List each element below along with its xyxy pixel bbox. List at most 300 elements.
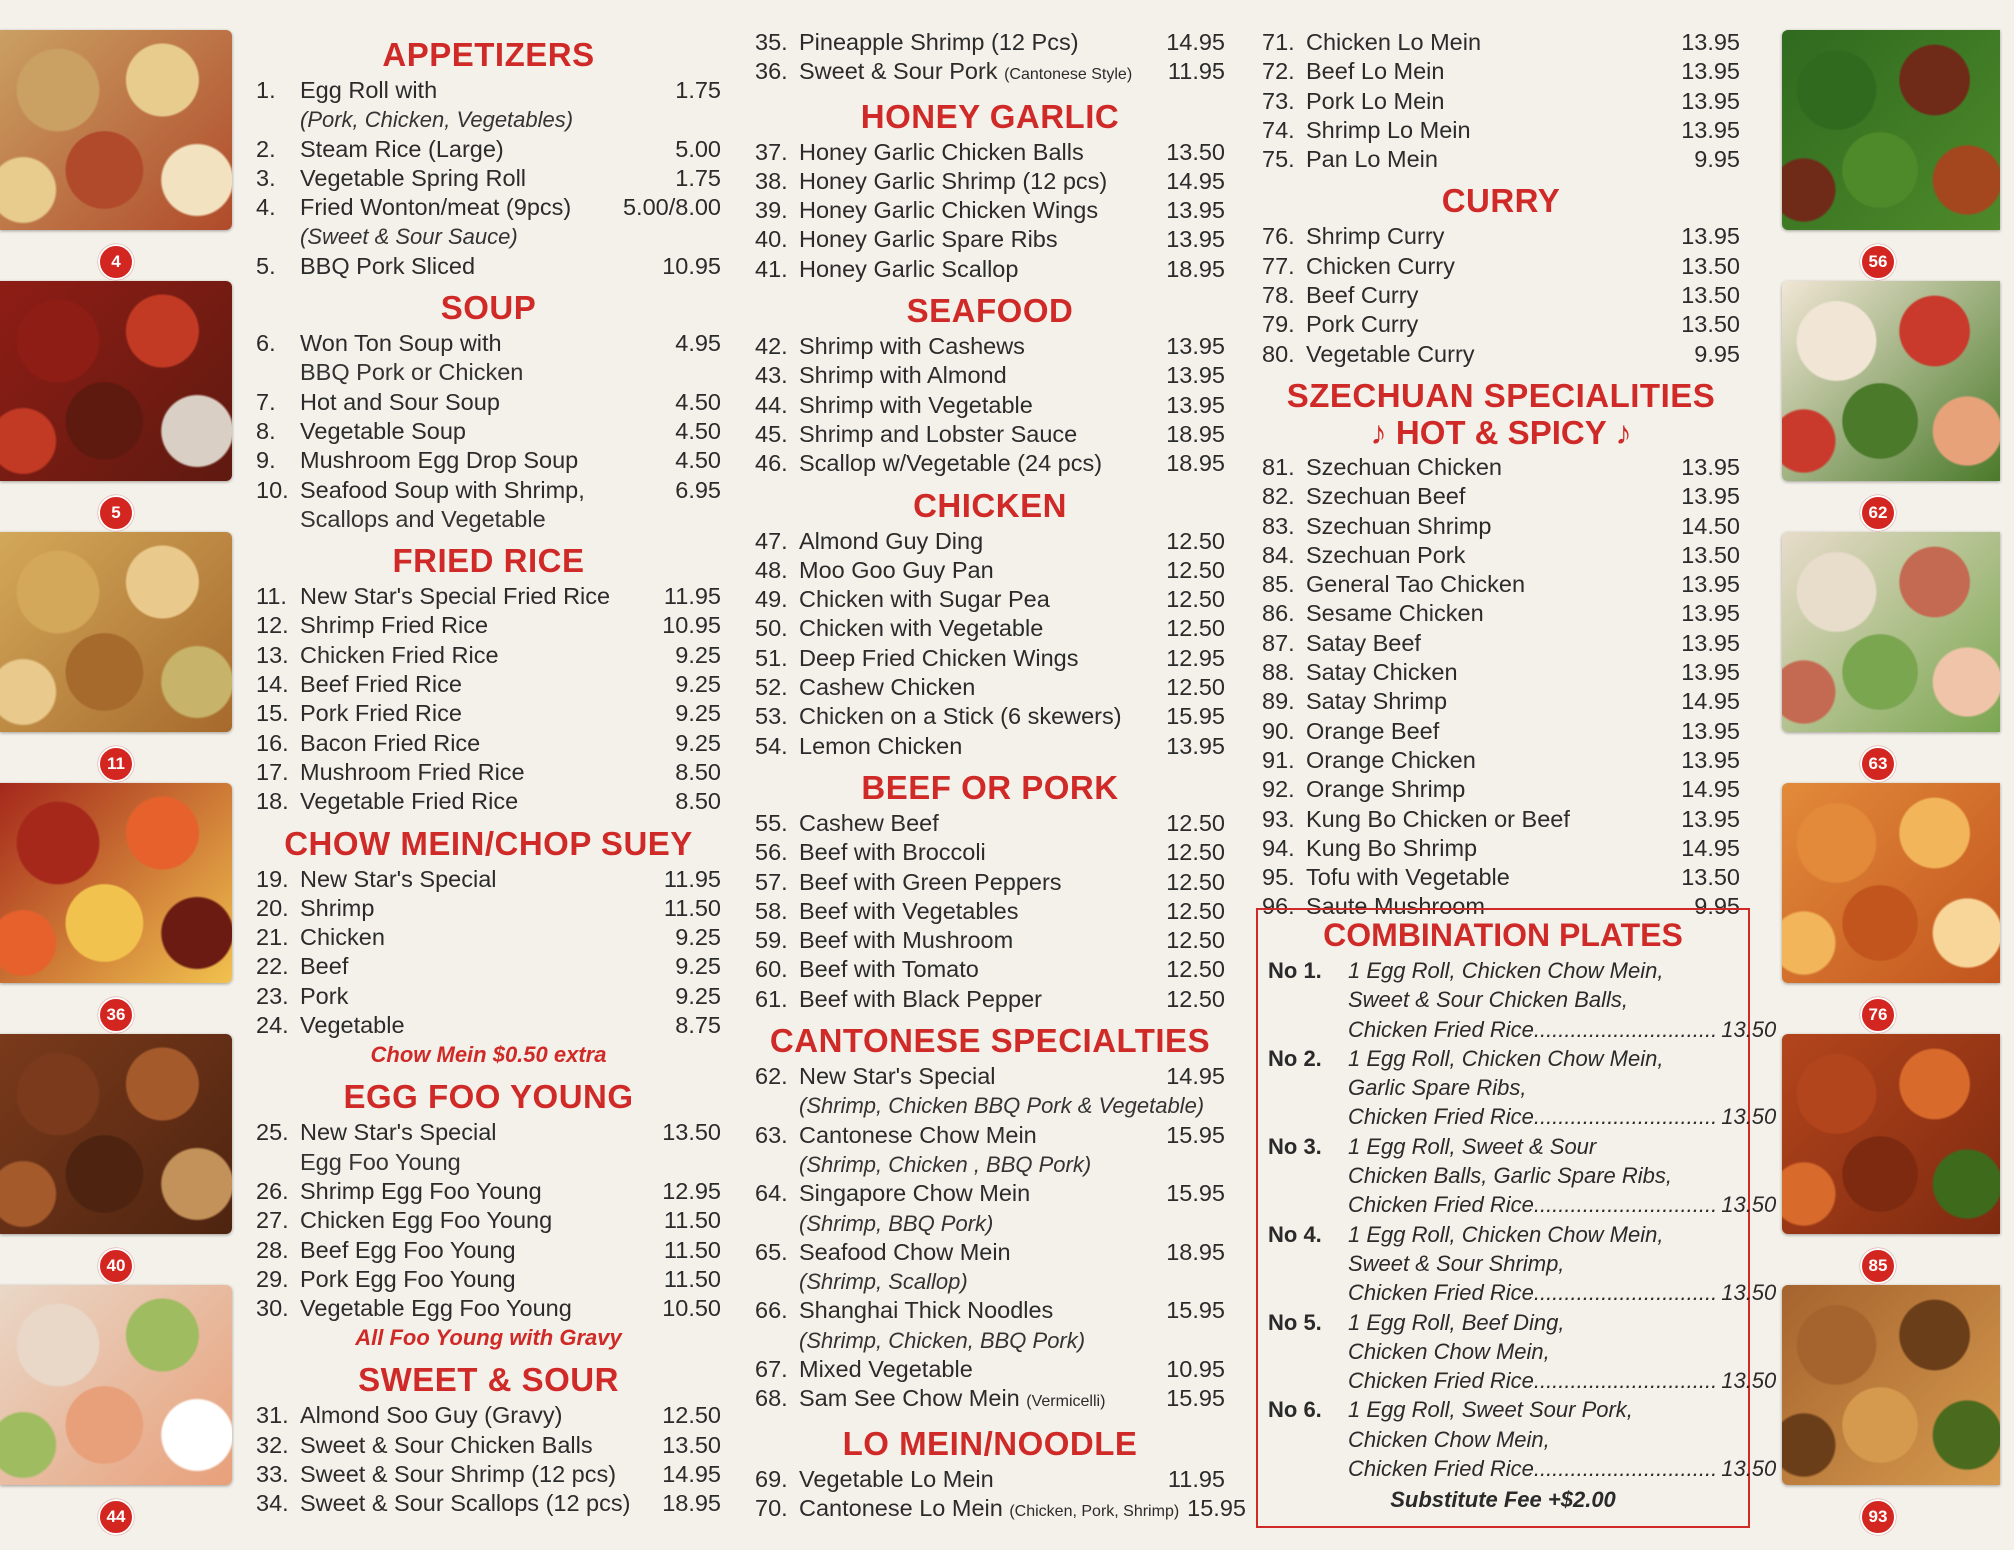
item-name: [1306, 512, 1673, 541]
menu-item: [256, 582, 721, 611]
item-price: 12.50: [1166, 956, 1225, 983]
item-number: 58.: [755, 897, 788, 924]
item-price: 13.95: [1681, 223, 1740, 250]
dot-leader: ..............................: [1533, 1016, 1718, 1042]
item-price: 9.25: [675, 700, 721, 727]
item-number: 9.: [256, 447, 276, 474]
item-price: 11.95: [1167, 1465, 1225, 1492]
item-name: [1306, 252, 1673, 281]
item-number: 87.: [1262, 629, 1295, 656]
menu-item: [1262, 28, 1740, 57]
item-number: 32.: [256, 1431, 289, 1458]
item-price: 12.50: [1166, 868, 1225, 895]
item-price: 18.95: [1166, 450, 1225, 477]
item-name-text: Pork Lo Mein: [1306, 87, 1445, 114]
item-name-text: Pan Lo Mein: [1306, 146, 1438, 173]
item-number: 3.: [256, 164, 276, 191]
item-name-text: Chicken on a Stick (6 skewers): [799, 703, 1122, 730]
item-name-text: Szechuan Shrimp: [1306, 512, 1492, 539]
section-title: CHICKEN: [913, 486, 1067, 524]
photo-number-badge: 76: [1860, 997, 1896, 1033]
menu-item: [1262, 746, 1740, 775]
menu-item: [755, 585, 1225, 614]
item-number: 74.: [1262, 116, 1295, 143]
item-price: 4.50: [675, 447, 721, 474]
item-price: 13.50: [1681, 252, 1740, 279]
item-name-text: General Tao Chicken: [1306, 571, 1526, 598]
item-name-text: Vegetable Egg Foo Young: [300, 1295, 572, 1322]
item-name: [1306, 145, 1686, 174]
item-price: 13.95: [1166, 226, 1225, 253]
item-number: 40.: [755, 226, 788, 253]
item-name: [1306, 658, 1673, 687]
menu-item: [755, 361, 1225, 390]
item-name: [799, 449, 1158, 478]
combination-plate: [1268, 1132, 1777, 1220]
item-name: [300, 476, 667, 505]
item-price: 12.50: [1166, 897, 1225, 924]
item-price: 13.95: [1166, 333, 1225, 360]
item-name: [799, 361, 1158, 390]
item-name-text: Moo Goo Guy Pan: [799, 556, 994, 583]
item-name: [300, 135, 667, 164]
item-price: 18.95: [662, 1490, 721, 1517]
item-number: 11.: [256, 583, 287, 610]
item-name-text: Scallop w/Vegetable (24 pcs): [799, 450, 1103, 477]
item-price: 10.50: [662, 1295, 721, 1322]
menu-item: [256, 164, 721, 193]
menu-item: [256, 865, 721, 894]
item-name: [1306, 310, 1673, 339]
plate-last-item: [1348, 1015, 1717, 1044]
item-name: [799, 897, 1158, 926]
menu-item: [256, 787, 721, 816]
item-number: 69.: [755, 1465, 788, 1492]
item-name: [1306, 87, 1673, 116]
item-number: 7.: [256, 388, 276, 415]
item-name-text: Beef with Vegetables: [799, 897, 1019, 924]
plate-price: 13.50: [1721, 1104, 1777, 1130]
item-name-text: Chicken with Sugar Pea: [799, 586, 1050, 613]
item-number: 86.: [1262, 600, 1295, 627]
menu-item: [1262, 310, 1740, 339]
item-name-text: Saute Mushroom: [1306, 893, 1485, 920]
menu-item: [755, 868, 1225, 897]
section-title: CHOW MEIN/CHOP SUEY: [284, 824, 693, 862]
photo-number-badge: 44: [98, 1499, 134, 1535]
item-name-text: Pork Fried Rice: [300, 700, 462, 727]
menu-item: [755, 138, 1225, 167]
menu-item: [1262, 658, 1740, 687]
item-name: [1306, 482, 1673, 511]
item-number: 80.: [1262, 340, 1295, 367]
menu-item: [1262, 222, 1740, 251]
menu-item: [256, 641, 721, 670]
menu-item: [755, 420, 1225, 449]
combination-plate: [1268, 1308, 1777, 1396]
menu-item: [256, 1177, 721, 1206]
item-number: 19.: [256, 865, 289, 892]
dish-photo-shrimp-curry: [1782, 783, 2000, 983]
menu-item: [256, 329, 721, 358]
item-price: 9.25: [675, 953, 721, 980]
item-number: 14.: [256, 671, 289, 698]
item-number: 50.: [755, 615, 788, 642]
plate-contents: [1348, 956, 1776, 1044]
plate-last-item: [1348, 1366, 1717, 1395]
item-price: 13.95: [1166, 391, 1225, 418]
item-name-text: New Star's Special Fried Rice: [300, 583, 611, 610]
item-name: [300, 641, 667, 670]
dish-photo-block: [0, 1034, 232, 1285]
plate-contents: [1348, 1395, 1776, 1483]
item-price: 14.95: [1681, 834, 1740, 861]
item-name-text: Sweet & Sour Chicken Balls: [300, 1431, 593, 1458]
dish-photo-beef-broccoli: [1782, 30, 2000, 230]
item-price: 13.50: [662, 1119, 721, 1146]
dish-photo-block: [0, 281, 232, 532]
item-number: 88.: [1262, 659, 1295, 686]
item-price: 14.95: [662, 1460, 721, 1487]
item-name: [799, 196, 1158, 225]
item-name: [1306, 687, 1673, 716]
section-title: CANTONESE SPECIALTIES: [769, 1022, 1211, 1060]
menu-item: [755, 955, 1225, 984]
menu-item: [1262, 775, 1740, 804]
item-name: [799, 1355, 1158, 1384]
item-name-text: Orange Shrimp: [1306, 776, 1466, 803]
item-name: [799, 809, 1158, 838]
item-name-text: Beef Curry: [1306, 282, 1419, 309]
menu-item: [755, 985, 1225, 1014]
item-price: 11.50: [663, 894, 721, 921]
item-number: 6.: [256, 330, 276, 357]
item-name-text: Pork Curry: [1306, 311, 1419, 338]
item-name-text: Hot and Sour Soup: [300, 388, 500, 415]
plate-price: 13.50: [1721, 1456, 1777, 1482]
plate-number: No 5.: [1268, 1309, 1322, 1335]
menu-item: [755, 28, 1225, 57]
item-name-text: Mixed Vegetable: [799, 1355, 973, 1382]
plate-last-line: [1348, 1454, 1776, 1483]
item-number: 37.: [755, 138, 788, 165]
item-name-text: Vegetable Spring Roll: [300, 164, 527, 191]
item-price: 9.25: [675, 729, 721, 756]
menu-item: [1262, 599, 1740, 628]
item-price: 13.95: [1166, 362, 1225, 389]
item-name: [300, 699, 667, 728]
section-title: CURRY: [1441, 182, 1561, 220]
item-number: 20.: [256, 894, 289, 921]
item-price: 5.00: [675, 135, 721, 162]
item-price: 11.50: [663, 1207, 721, 1234]
item-price: 14.95: [1166, 167, 1225, 194]
item-name: [799, 1121, 1158, 1150]
item-name-text: Vegetable Soup: [300, 417, 466, 444]
item-price: 9.25: [675, 671, 721, 698]
menu-item: [256, 135, 721, 164]
item-number: 2.: [256, 135, 276, 162]
item-name: [799, 585, 1158, 614]
item-price: 13.95: [1166, 732, 1225, 759]
menu-item: [256, 193, 721, 222]
plate-number: No 2.: [1268, 1045, 1322, 1071]
item-number: 30.: [256, 1295, 289, 1322]
menu-item: [1262, 482, 1740, 511]
combination-plate: [1268, 1395, 1777, 1483]
item-name-text: Shanghai Thick Noodles: [799, 1297, 1054, 1324]
item-name-text: Shrimp with Vegetable: [799, 391, 1033, 418]
item-price: 13.95: [1166, 197, 1225, 224]
combination-plates-box: [1256, 908, 1777, 1528]
plate-contents: [1348, 1132, 1776, 1220]
dish-photo-block: [0, 1285, 232, 1536]
item-name: [799, 420, 1158, 449]
item-number: 55.: [755, 809, 788, 836]
dish-photo-block: [1782, 1285, 2014, 1536]
menu-item: [755, 1062, 1225, 1091]
item-price: 13.50: [1166, 138, 1225, 165]
item-price: 15.95: [1166, 1121, 1225, 1148]
item-name: [300, 865, 656, 894]
item-name-text: Shrimp: [300, 894, 375, 921]
item-name: [799, 955, 1158, 984]
item-number: 70.: [755, 1494, 788, 1521]
item-price: 9.95: [1694, 146, 1740, 173]
combination-plate: [1268, 956, 1777, 1044]
photo-number-badge: 4: [98, 244, 134, 280]
item-name-text: BBQ Pork Sliced: [300, 252, 476, 279]
item-number: 17.: [256, 758, 289, 785]
item-name-text: Pork: [300, 982, 349, 1009]
item-name-text: Sesame Chicken: [1306, 600, 1484, 627]
dot-leader: ..............................: [1533, 1368, 1718, 1394]
section-title: APPETIZERS: [382, 36, 595, 73]
item-price: 9.25: [675, 641, 721, 668]
item-number: 84.: [1262, 541, 1295, 568]
dish-photo-block: [1782, 30, 2014, 281]
item-name: [799, 985, 1158, 1014]
item-price: 12.50: [1166, 674, 1225, 701]
item-name-text: Sam See Chow Mein: [799, 1385, 1020, 1412]
item-name-text: Shrimp with Almond: [799, 362, 1007, 389]
plate-last-line: [1348, 1015, 1776, 1044]
plate-last-item: [1348, 1278, 1717, 1307]
dish-photo-kung-bo-chicken: [1782, 1285, 2000, 1485]
item-name: [1306, 570, 1673, 599]
item-number: 22.: [256, 953, 289, 980]
chili-icon: ♪: [1606, 413, 1632, 451]
item-number: 48.: [755, 556, 788, 583]
menu-item: [755, 1494, 1246, 1526]
item-name: [799, 838, 1158, 867]
item-name: [799, 28, 1158, 57]
item-name: [300, 329, 667, 358]
item-number: 82.: [1262, 483, 1295, 510]
menu-item: [256, 1401, 721, 1430]
dish-photo-egg-rolls: [0, 30, 232, 230]
item-name-text: Honey Garlic Shrimp (12 pcs): [799, 167, 1108, 194]
menu-item: [256, 1294, 721, 1323]
item-name-text: Honey Garlic Scallop: [799, 255, 1019, 282]
item-number: 94.: [1262, 834, 1295, 861]
item-number: 1.: [256, 77, 276, 103]
item-number: 35.: [755, 29, 788, 55]
item-number: 10.: [256, 476, 289, 503]
item-price: 11.95: [1167, 58, 1225, 85]
item-number: 23.: [256, 982, 289, 1009]
item-name-text: Satay Beef: [1306, 629, 1421, 656]
menu-item: [256, 699, 721, 728]
dish-photo-fried-rice: [0, 532, 232, 732]
item-name-text: Orange Beef: [1306, 717, 1440, 744]
item-name-text: Honey Garlic Chicken Wings: [799, 197, 1099, 224]
item-name-text: Chicken: [300, 924, 385, 951]
item-number: 18.: [256, 788, 289, 815]
item-price: 8.50: [675, 788, 721, 815]
item-name-text: Chicken Lo Mein: [1306, 29, 1482, 55]
menu-item: [256, 1489, 721, 1518]
photo-number-badge: 85: [1860, 1248, 1896, 1284]
item-name: [1306, 775, 1673, 804]
item-price: 13.95: [1681, 483, 1740, 510]
item-name: [799, 1465, 1160, 1494]
item-name: [1306, 57, 1673, 86]
item-name-text: Beef Fried Rice: [300, 671, 462, 698]
item-number: 12.: [256, 612, 289, 639]
item-price: 15.95: [1166, 1180, 1225, 1207]
dish-photo-block: [0, 30, 232, 281]
item-price: 12.50: [1166, 586, 1225, 613]
item-number: 85.: [1262, 571, 1295, 598]
item-name: [1306, 453, 1673, 482]
item-name-text: Steam Rice (Large): [300, 135, 504, 162]
item-name: [799, 614, 1158, 643]
menu-item: [1262, 512, 1740, 541]
section-title: BEEF OR PORK: [861, 768, 1119, 806]
item-name-text: Szechuan Pork: [1306, 541, 1466, 568]
item-name: [799, 1384, 1158, 1416]
item-name-text: Seafood Chow Mein: [799, 1238, 1011, 1265]
plate-last-line: [1348, 1278, 1776, 1307]
item-name: [300, 1431, 654, 1460]
menu-item: [755, 809, 1225, 838]
plate-last-item: [1348, 1190, 1717, 1219]
item-price: 12.50: [1166, 556, 1225, 583]
photo-number-badge: 5: [98, 495, 134, 531]
plate-last-item-text: Chicken Fried Rice: [1348, 1280, 1534, 1306]
menu-item: [1262, 87, 1740, 116]
item-name: [799, 57, 1160, 89]
plate-last-item: [1348, 1102, 1717, 1131]
plate-last-item-text: Chicken Fried Rice: [1348, 1016, 1534, 1042]
item-number: 49.: [755, 586, 788, 613]
item-price: 13.50: [1681, 311, 1740, 338]
menu-item: [755, 673, 1225, 702]
item-number: 61.: [755, 985, 788, 1012]
menu-item: [256, 1011, 721, 1040]
menu-item: [256, 476, 721, 505]
item-name: [300, 252, 654, 281]
section-subtitle-text: HOT & SPICY: [1395, 413, 1607, 451]
item-name-text: Mushroom Egg Drop Soup: [300, 447, 579, 474]
item-price: 12.50: [1166, 809, 1225, 836]
item-price: 10.95: [662, 612, 721, 639]
item-name-detail: (Vermicelli): [1026, 1393, 1106, 1411]
item-price: 18.95: [1166, 255, 1225, 282]
item-price: 13.50: [1681, 282, 1740, 309]
item-name-text: Vegetable Fried Rice: [300, 788, 519, 815]
menu-item: [755, 1465, 1225, 1494]
item-name: [300, 76, 667, 105]
menu-item: [755, 332, 1225, 361]
item-name: [300, 894, 656, 923]
menu-item: [755, 1384, 1225, 1416]
item-name: [1306, 863, 1673, 892]
item-name: [300, 670, 667, 699]
item-number: 92.: [1262, 776, 1295, 803]
menu-item: [256, 388, 721, 417]
dot-leader: ..............................: [1533, 1280, 1718, 1306]
item-price: 13.95: [1681, 116, 1740, 143]
item-name: [1306, 28, 1673, 57]
menu-item: [256, 252, 721, 281]
item-name-text: Pork Egg Foo Young: [300, 1265, 516, 1292]
dish-photo-block: [1782, 1034, 2014, 1285]
photo-number-badge: 11: [98, 746, 134, 782]
item-number: 93.: [1262, 805, 1295, 832]
menu-column-2: [755, 28, 1246, 1526]
menu-item: [755, 527, 1225, 556]
menu-item: [755, 556, 1225, 585]
menu-item: [256, 446, 721, 475]
item-price: 11.50: [663, 1236, 721, 1263]
item-description: Scallops and Vegetable: [300, 505, 546, 532]
menu-item: [256, 670, 721, 699]
item-name: [799, 1179, 1158, 1208]
plate-last-item-text: Chicken Fried Rice: [1348, 1192, 1534, 1218]
item-name: [300, 1489, 654, 1518]
combination-plate: [1268, 1044, 1777, 1132]
item-price: 15.95: [1166, 1297, 1225, 1324]
item-description: (Shrimp, Chicken , BBQ Pork): [799, 1151, 1092, 1177]
item-name-text: Szechuan Chicken: [1306, 453, 1502, 480]
section-title: SOUP: [440, 289, 537, 327]
item-price: 13.95: [1681, 659, 1740, 686]
item-number: 67.: [755, 1355, 788, 1382]
dot-leader: ..............................: [1533, 1456, 1718, 1482]
item-name: [300, 582, 656, 611]
item-name: [300, 446, 667, 475]
menu-item: [256, 894, 721, 923]
item-name: [1306, 281, 1673, 310]
plate-line: 1 Egg Roll, Chicken Chow Mein,: [1348, 1221, 1664, 1247]
item-name-text: Beef with Green Peppers: [799, 868, 1062, 895]
photo-number-badge: 36: [98, 997, 134, 1033]
menu-item: [1262, 863, 1740, 892]
menu-item: [755, 225, 1225, 254]
menu-column-1: [256, 28, 721, 1519]
item-price: 14.50: [1681, 512, 1740, 539]
item-price: 1.75: [675, 164, 721, 191]
item-name-text: Beef Egg Foo Young: [300, 1236, 516, 1263]
item-description: (Shrimp, Chicken BBQ Pork & Vegetable): [799, 1093, 1205, 1119]
item-name: [300, 1206, 656, 1235]
item-number: 27.: [256, 1207, 289, 1234]
item-price: 8.75: [675, 1012, 721, 1039]
item-name: [300, 1401, 654, 1430]
item-name: [1306, 116, 1673, 145]
